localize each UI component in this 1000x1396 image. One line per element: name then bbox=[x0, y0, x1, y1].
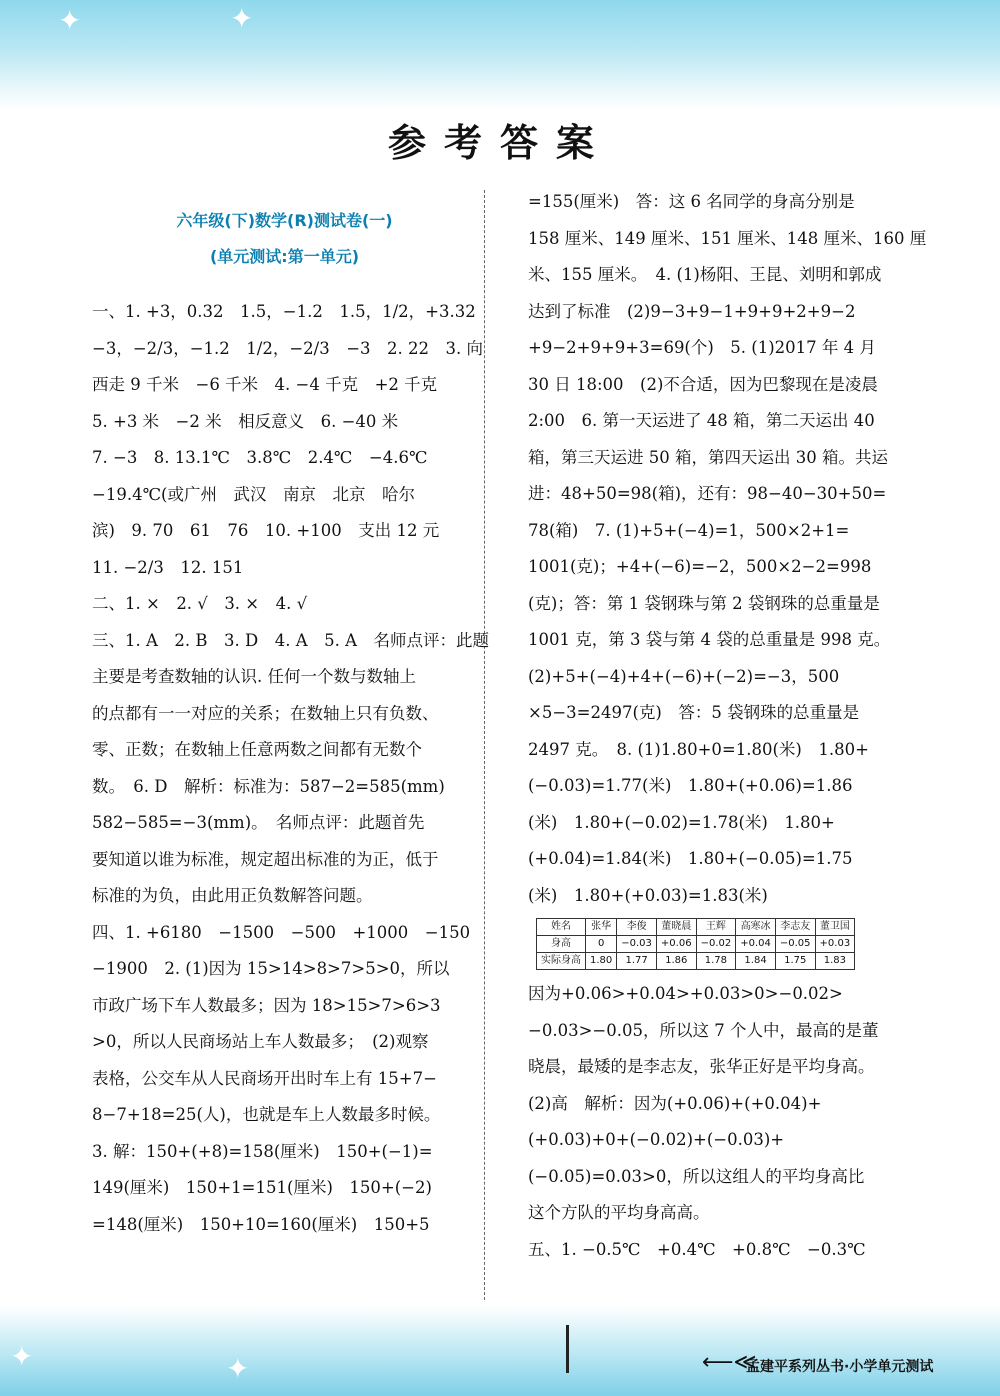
answer-line: 2497 克。 8. (1)1.80+0=1.80(米) 1.80+ bbox=[528, 739, 869, 759]
answer-line: 滨) 9. 70 61 76 10. +100 支出 12 元 bbox=[92, 521, 440, 540]
right-column-top bbox=[528, 184, 927, 914]
answer-line: (+0.03)+0+(−0.02)+(−0.03)+ bbox=[528, 1130, 785, 1149]
answer-line: 晓晨，最矮的是李志友，张华正好是平均身高。 bbox=[528, 1057, 875, 1076]
answer-line: (2)+5+(−4)+4+(−6)+(−2)=−3，500 bbox=[528, 666, 840, 686]
answer-line: 西走 9 千米 −6 千米 4. −4 千克 +2 千克 bbox=[92, 375, 438, 394]
answer-line: 一、1. +3，0.32 1.5，−1.2 1.5，1/2，+3.32 bbox=[92, 302, 476, 321]
height-table-wrap bbox=[536, 918, 918, 970]
table-cell: +0.03 bbox=[815, 936, 855, 953]
answer-line: 158 厘米、149 厘米、151 厘米、148 厘米、160 厘 bbox=[528, 228, 927, 248]
answer-line: 二、1. × 2. √ 3. × 4. √ bbox=[92, 594, 308, 613]
answer-line: =148(厘米) 150+10=160(厘米) 150+5 bbox=[92, 1214, 430, 1234]
table-cell: 1.77 bbox=[617, 953, 657, 970]
bottom-decorative-band bbox=[0, 1306, 1000, 1396]
table-cell: 1.86 bbox=[656, 953, 696, 970]
answer-line: 四、1. +6180 −1500 −500 +1000 −150 bbox=[92, 922, 471, 942]
answer-line: 五、1. −0.5℃ +0.4℃ +0.8℃ −0.3℃ bbox=[528, 1239, 866, 1259]
table-cell: 董晓晨 bbox=[656, 919, 696, 936]
answer-line: 78(箱) 7. (1)+5+(−4)=1，500×2+1= bbox=[528, 520, 850, 540]
answer-line: 30 日 18:00 (2)不合适，因为巴黎现在是凌晨 bbox=[528, 374, 878, 394]
table-cell: −0.02 bbox=[696, 936, 736, 953]
table-row bbox=[537, 919, 855, 936]
table-cell: 高寒冰 bbox=[736, 919, 776, 936]
page-title: 参考答案 bbox=[387, 120, 612, 165]
left-answer-column bbox=[92, 294, 490, 1243]
footer-series-label: 孟建平系列丛书·小学单元测试 bbox=[746, 1359, 934, 1375]
table-cell: 实际身高 bbox=[537, 953, 586, 970]
table-cell: 王辉 bbox=[696, 919, 736, 936]
answer-line: 582−585=−3(mm)。 名师点评：此题首先 bbox=[92, 813, 425, 832]
table-cell: 李俊 bbox=[617, 919, 657, 936]
table-cell: 1.80 bbox=[586, 953, 617, 970]
answer-line: (米) 1.80+(−0.02)=1.78(米) 1.80+ bbox=[528, 812, 835, 832]
answer-line: (2)高 解析：因为(+0.06)+(+0.04)+ bbox=[528, 1093, 822, 1113]
answer-line: 1001(克)；+4+(−6)=−2，500×2−2=998 bbox=[528, 557, 872, 576]
table-cell: +0.06 bbox=[656, 936, 696, 953]
answer-line: 主要是考查数轴的认识. 任何一个数与数轴上 bbox=[92, 667, 416, 686]
answer-line: 8−7+18=25(人)，也就是车上人数最多时候。 bbox=[92, 1105, 441, 1124]
top-decorative-band bbox=[0, 0, 1000, 110]
table-cell: 1.75 bbox=[775, 953, 815, 970]
table-cell: −0.05 bbox=[775, 936, 815, 953]
answer-line: 2:00 6. 第一天运进了 48 箱，第二天运出 40 bbox=[528, 411, 875, 430]
answer-line: 5. +3 米 −2 米 相反意义 6. −40 米 bbox=[92, 411, 399, 431]
table-cell: 0 bbox=[586, 936, 617, 953]
answer-line: 149(厘米) 150+1=151(厘米) 150+(−2) bbox=[92, 1178, 432, 1197]
answer-line: −1900 2. (1)因为 15>14>8>7>5>0，所以 bbox=[92, 959, 450, 978]
answer-line: −0.03>−0.05，所以这 7 个人中，最高的是董 bbox=[528, 1020, 879, 1040]
right-answer-column bbox=[528, 184, 927, 1268]
answer-line: 标准的为负，由此用正负数解答问题。 bbox=[92, 886, 373, 905]
table-cell: 1.84 bbox=[736, 953, 776, 970]
section-subtitle: (单元测试:第一单元) bbox=[209, 247, 360, 266]
answer-line: 数。 6. D 解析：标准为：587−2=585(mm) bbox=[92, 776, 445, 796]
arrow-icon: ⟵≪ bbox=[702, 1350, 757, 1375]
answer-line: 三、1. A 2. B 3. D 4. A 5. A 名师点评：此题 bbox=[92, 630, 490, 650]
answer-line: 进：48+50=98(箱)，还有：98−40−30+50= bbox=[528, 484, 887, 503]
table-cell: 张华 bbox=[586, 919, 617, 936]
answer-line: 这个方队的平均身高高。 bbox=[528, 1203, 710, 1222]
table-cell: 身高 bbox=[537, 936, 586, 953]
answer-line: 1001 克，第 3 袋与第 4 袋的总重量是 998 克。 bbox=[528, 630, 891, 649]
right-column-bottom bbox=[528, 976, 918, 1268]
sparkle-icon: ✦ bbox=[10, 1340, 34, 1373]
answer-line: +9−2+9+9+3=69(个) 5. (1)2017 年 4 月 bbox=[528, 338, 876, 357]
answer-line: 3. 解：150+(+8)=158(厘米) 150+(−1)= bbox=[92, 1141, 433, 1161]
table-cell: 董卫国 bbox=[815, 919, 855, 936]
answer-line: −19.4℃(或广州 武汉 南京 北京 哈尔 bbox=[92, 484, 415, 504]
answer-line: (+0.04)=1.84(米) 1.80+(−0.05)=1.75 bbox=[528, 849, 853, 868]
table-cell: 李志友 bbox=[775, 919, 815, 936]
margin-mark bbox=[566, 1325, 569, 1373]
answer-line: =155(厘米) 答：这 6 名同学的身高分别是 bbox=[528, 192, 855, 211]
answer-line: (米) 1.80+(+0.03)=1.83(米) bbox=[528, 885, 768, 905]
answer-line: (−0.03)=1.77(米) 1.80+(+0.06)=1.86 bbox=[528, 776, 853, 795]
sparkle-icon: ✦ bbox=[230, 2, 254, 35]
answer-line: 箱，第三天运进 50 箱，第四天运出 30 箱。共运 bbox=[528, 447, 888, 467]
answer-line: >0，所以人民商场站上车人数最多； (2)观察 bbox=[92, 1032, 429, 1051]
answer-line: 因为+0.06>+0.04>+0.03>0>−0.02> bbox=[528, 984, 843, 1003]
answer-line: 的点都有一一对应的关系；在数轴上只有负数、 bbox=[92, 703, 439, 723]
table-cell: +0.04 bbox=[736, 936, 776, 953]
answer-line: ×5−3=2497(克) 答：5 袋钢珠的总重量是 bbox=[528, 703, 860, 722]
column-divider bbox=[484, 190, 485, 1300]
answer-line: (−0.05)=0.03>0，所以这组人的平均身高比 bbox=[528, 1166, 865, 1186]
answer-line: 达到了标准 (2)9−3+9−1+9+9+2+9−2 bbox=[528, 301, 856, 321]
answer-line: 零、正数；在数轴上任意两数之间都有无数个 bbox=[92, 740, 422, 759]
answer-line: (克)；答：第 1 袋钢珠与第 2 袋钢珠的总重量是 bbox=[528, 593, 880, 613]
table-cell: 姓名 bbox=[537, 919, 586, 936]
height-table bbox=[536, 918, 855, 970]
table-row bbox=[537, 953, 855, 970]
sparkle-icon: ✦ bbox=[58, 4, 82, 37]
table-cell: 1.78 bbox=[696, 953, 736, 970]
table-cell: 1.83 bbox=[815, 953, 855, 970]
table-row bbox=[537, 936, 855, 953]
answer-line: 要知道以谁为标准，规定超出标准的为正，低于 bbox=[92, 849, 439, 869]
answer-line: −3，−2/3，−1.2 1/2，−2/3 −3 2. 22 3. 向 bbox=[92, 338, 483, 358]
answer-line: 7. −3 8. 13.1℃ 3.8℃ 2.4℃ −4.6℃ bbox=[92, 448, 428, 467]
answer-line: 市政广场下车人数最多；因为 18>15>7>6>3 bbox=[92, 995, 441, 1015]
answer-line: 表格，公交车从人民商场开出时车上有 15+7− bbox=[92, 1068, 437, 1088]
table-cell: −0.03 bbox=[617, 936, 657, 953]
answer-line: 米、155 厘米。 4. (1)杨阳、王昆、刘明和郭成 bbox=[528, 265, 882, 284]
section-title: 六年级(下)数学(R)测试卷(一) bbox=[176, 211, 393, 230]
sparkle-icon: ✦ bbox=[226, 1352, 250, 1385]
answer-line: 11. −2/3 12. 151 bbox=[92, 557, 244, 577]
